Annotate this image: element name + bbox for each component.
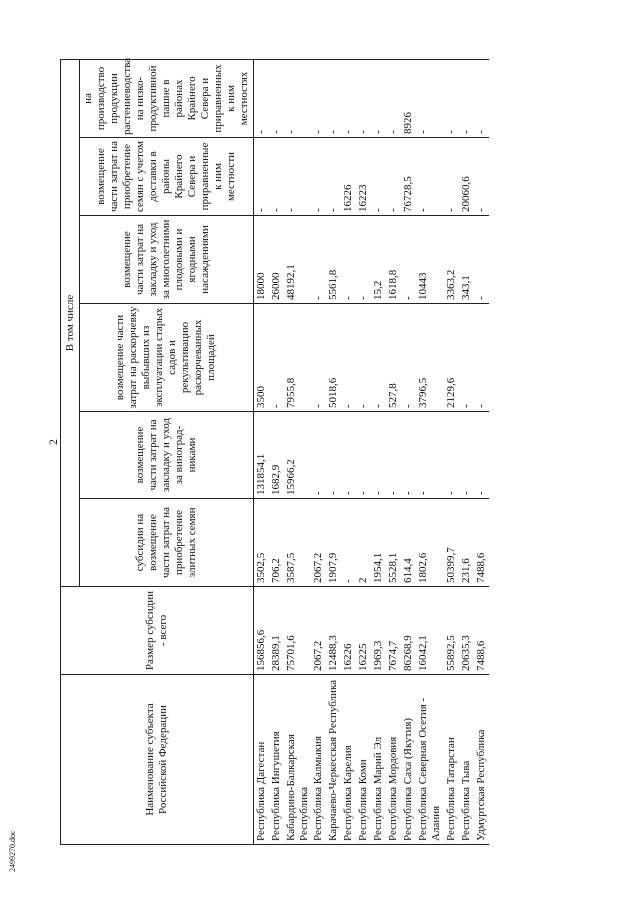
row-value-c2: 15966,2: [284, 412, 312, 499]
row-value-c1: 50399,7: [444, 499, 459, 587]
table-row: [311, 59, 326, 844]
row-value-c4: -: [341, 216, 356, 304]
row-value-c1: 1954,1: [371, 499, 386, 587]
row-value-c4: 5561,8: [326, 216, 341, 304]
table-row: [416, 59, 444, 844]
row-value-c1: 5528,1: [386, 499, 401, 587]
row-value-c2: -: [326, 412, 341, 499]
row-total-value: 7488,6: [474, 587, 489, 675]
table-row: [386, 59, 401, 844]
header-sub-column: возмещение части затрат на раскорчевку выбывших из эксплуатации старых садов и рекультивацию раскорчеванных площадей: [80, 304, 254, 412]
row-value-c5: 16226: [341, 138, 356, 216]
row-total-value: 16226: [341, 587, 356, 675]
row-total-value: 12488,3: [326, 587, 341, 675]
row-value-c2: -: [459, 412, 474, 499]
row-total-value: 16225: [356, 587, 371, 675]
row-subject-name: Республика Мордовия: [386, 675, 401, 845]
row-value-c2: -: [416, 412, 444, 499]
row-value-c3: -: [474, 304, 489, 412]
row-subject-name: Республика Тыва: [459, 675, 474, 845]
row-value-c5: -: [269, 138, 284, 216]
row-value-c4: 48192,1: [284, 216, 312, 304]
row-value-c1: -: [341, 499, 356, 587]
row-subject-name: Республика Карелия: [341, 675, 356, 845]
row-value-c4: -: [311, 216, 326, 304]
row-total-value: 7674,7: [386, 587, 401, 675]
row-value-c6: -: [474, 59, 489, 137]
row-value-c5: 76728,5: [401, 138, 416, 216]
table-body: [253, 59, 489, 844]
row-value-c6: -: [341, 59, 356, 137]
row-value-c5: -: [284, 138, 312, 216]
row-subject-name: Республика Дагестан: [253, 675, 268, 845]
row-value-c5: -: [311, 138, 326, 216]
row-value-c2: -: [401, 412, 416, 499]
row-value-c6: -: [326, 59, 341, 137]
header-sub-column: возмещение части затрат на закладку и уход за виноград-никами: [80, 412, 254, 499]
row-value-c5: -: [253, 138, 268, 216]
row-total-value: 20635,3: [459, 587, 474, 675]
row-total-value: 28389,1: [269, 587, 284, 675]
header-sub-column: на производство продукции растениеводства на низко-продуктивной пашне в районах Крайнего Севера и приравненных к ним местностях: [80, 59, 254, 137]
row-value-c5: -: [386, 138, 401, 216]
row-value-c6: 8926: [401, 59, 416, 137]
row-value-c5: -: [474, 138, 489, 216]
row-total-value: 1969,3: [371, 587, 386, 675]
row-value-c2: -: [474, 412, 489, 499]
row-value-c4: 18000: [253, 216, 268, 304]
row-value-c4: 10443: [416, 216, 444, 304]
header-sub-column: возмещение части затрат на закладку и уход за многолетними плодовыми и ягодными насаждениями: [80, 216, 254, 304]
row-value-c1: 1907,9: [326, 499, 341, 587]
row-value-c3: -: [371, 304, 386, 412]
subsidy-table-sheet: [60, 57, 640, 845]
table-row: [459, 59, 474, 844]
row-subject-name: Республика Ингушетия: [269, 675, 284, 845]
table-row: [326, 59, 341, 844]
row-subject-name: Республика Саха (Якутия): [401, 675, 416, 845]
row-value-c4: 15,2: [371, 216, 386, 304]
row-total-value: 156856,6: [253, 587, 268, 675]
row-subject-name: Республика Калмыкия: [311, 675, 326, 845]
row-total-value: 16042,1: [416, 587, 444, 675]
row-value-c1: 2067,2: [311, 499, 326, 587]
row-value-c6: -: [444, 59, 459, 137]
row-value-c6: -: [284, 59, 312, 137]
row-subject-name: Республика Татарстан: [444, 675, 459, 845]
row-subject-name: Карачаево-Черкесская Республика: [326, 675, 341, 845]
row-value-c3: -: [459, 304, 474, 412]
row-value-c4: 1618,8: [386, 216, 401, 304]
header-sub-column: субсидии на возмещение части затрат на приобретение элитных семян: [80, 499, 254, 587]
row-value-c4: 343,1: [459, 216, 474, 304]
row-value-c6: -: [356, 59, 371, 137]
row-value-c2: -: [371, 412, 386, 499]
row-value-c6: -: [269, 59, 284, 137]
row-total-value: 75701,6: [284, 587, 312, 675]
table-row: [284, 59, 312, 844]
table-row: [269, 59, 284, 844]
header-subject: Наименование субъекта Российской Федерации: [61, 675, 254, 845]
row-value-c6: -: [371, 59, 386, 137]
row-value-c5: -: [416, 138, 444, 216]
row-value-c1: 614,4: [401, 499, 416, 587]
row-value-c5: -: [371, 138, 386, 216]
row-value-c3: 527,8: [386, 304, 401, 412]
table-row: [444, 59, 459, 844]
row-value-c1: 3587,5: [284, 499, 312, 587]
row-value-c2: 131854,1: [253, 412, 268, 499]
table-row: [341, 59, 356, 844]
table-header: [61, 59, 254, 844]
row-value-c4: 26000: [269, 216, 284, 304]
row-value-c3: 7955,8: [284, 304, 312, 412]
row-value-c5: -: [444, 138, 459, 216]
row-subject-name: Республика Коми: [356, 675, 371, 845]
row-value-c3: 3796,5: [416, 304, 444, 412]
row-value-c1: 1802,6: [416, 499, 444, 587]
row-value-c3: -: [311, 304, 326, 412]
row-value-c4: -: [401, 216, 416, 304]
table-row: [356, 59, 371, 844]
row-value-c1: 2: [356, 499, 371, 587]
header-total: Размер субсидии - всего: [61, 587, 254, 675]
row-value-c6: -: [253, 59, 268, 137]
row-subject-name: Удмуртская Республика: [474, 675, 489, 845]
row-value-c3: -: [269, 304, 284, 412]
row-value-c3: 5018,6: [326, 304, 341, 412]
row-subject-name: Республика Северная Осетия - Алания: [416, 675, 444, 845]
row-value-c2: -: [386, 412, 401, 499]
row-value-c3: 3500: [253, 304, 268, 412]
row-value-c2: 1682,9: [269, 412, 284, 499]
row-value-c3: -: [401, 304, 416, 412]
row-total-value: 55892,5: [444, 587, 459, 675]
row-value-c4: 3363,2: [444, 216, 459, 304]
row-value-c2: -: [341, 412, 356, 499]
header-sub-column: возмещение части затрат на приобретение семян с учетом доставки в районы Крайнего Севера и приравненные к ним местности: [80, 138, 254, 216]
row-value-c6: -: [459, 59, 474, 137]
row-value-c3: 2129,6: [444, 304, 459, 412]
table-row: [253, 59, 268, 844]
table-row: [474, 59, 489, 844]
table-row: [371, 59, 386, 844]
row-total-value: 2067,2: [311, 587, 326, 675]
row-subject-name: Республика Марий Эл: [371, 675, 386, 845]
row-value-c2: -: [444, 412, 459, 499]
row-value-c3: -: [341, 304, 356, 412]
page-number: 2: [46, 439, 60, 445]
header-group: В том числе: [61, 59, 80, 586]
row-value-c3: -: [356, 304, 371, 412]
subsidy-table: [60, 59, 489, 845]
row-value-c5: -: [326, 138, 341, 216]
table-row: [401, 59, 416, 844]
row-value-c1: 231,6: [459, 499, 474, 587]
row-value-c6: -: [416, 59, 444, 137]
row-value-c2: -: [356, 412, 371, 499]
row-value-c6: -: [311, 59, 326, 137]
row-value-c6: -: [386, 59, 401, 137]
row-value-c4: -: [356, 216, 371, 304]
row-total-value: 86268,9: [401, 587, 416, 675]
row-value-c1: 7488,6: [474, 499, 489, 587]
footer-doc-id: 2499270.doc: [8, 830, 17, 872]
row-subject-name: Кабардино-Балкарская Республика: [284, 675, 312, 845]
row-value-c5: 20060,6: [459, 138, 474, 216]
row-value-c2: -: [311, 412, 326, 499]
row-value-c4: -: [474, 216, 489, 304]
row-value-c1: 706,2: [269, 499, 284, 587]
row-value-c5: 16223: [356, 138, 371, 216]
row-value-c1: 3502,5: [253, 499, 268, 587]
